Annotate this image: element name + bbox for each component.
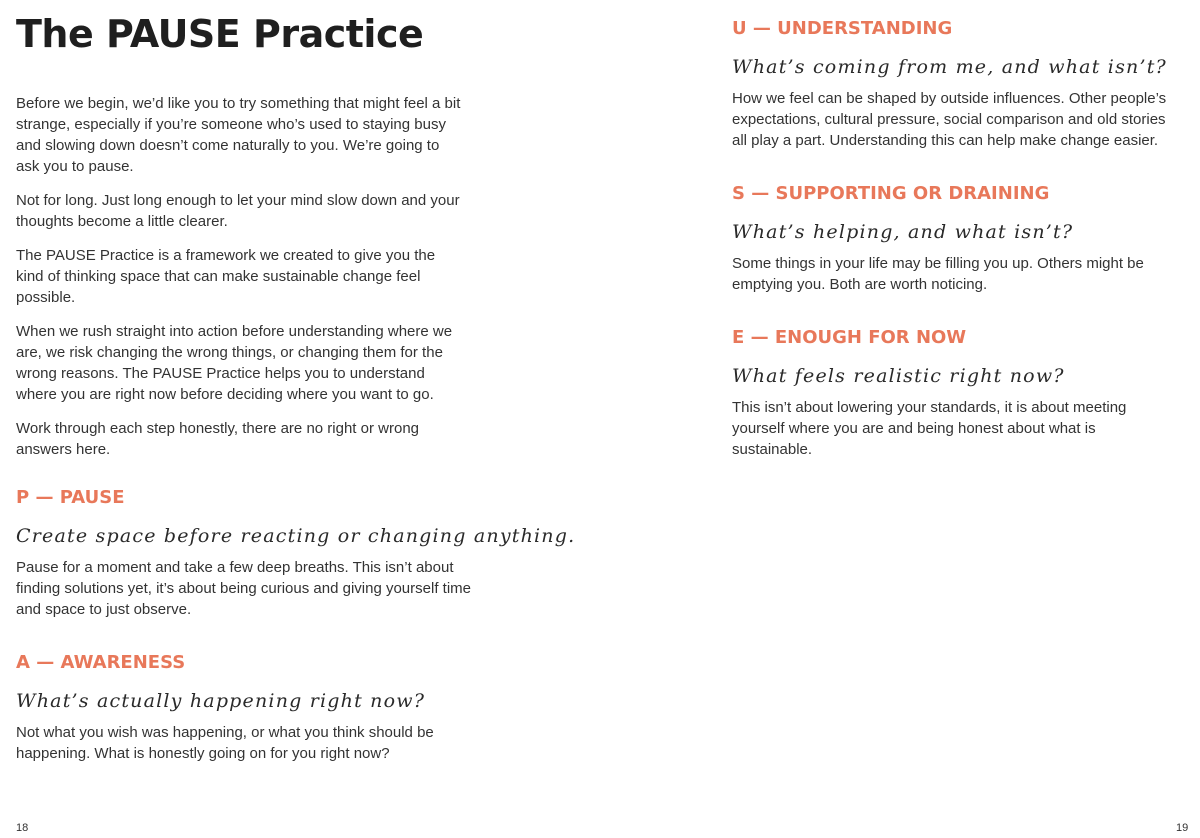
intro-paragraph-2: Not for long. Just long enough to let your mind slow down and your thoughts become a little clearer.	[16, 192, 460, 230]
intro-paragraph-3: The PAUSE Practice is a framework we created to give you the kind of thinking space that can make sustainable change feel possible.	[16, 247, 436, 306]
intro-paragraph-5: Work through each step honestly, there are no right or wrong answers here.	[16, 420, 420, 458]
section-prompt: What’s helping, and what isn’t?	[732, 221, 1074, 243]
section-heading: S — SUPPORTING OR DRAINING	[732, 183, 1050, 204]
section-prompt: What’s actually happening right now?	[16, 690, 426, 712]
section-prompt: What’s coming from me, and what isn’t?	[732, 56, 1167, 78]
section-heading: P — PAUSE	[16, 487, 125, 508]
section-pause	[16, 486, 576, 620]
section-body: Not what you wish was happening, or what you think should be happening. What is honestly going on for you right now?	[16, 724, 434, 762]
section-supporting-or-draining	[732, 182, 1172, 295]
page-number-left: 18	[16, 822, 29, 834]
page-number-right: 19	[1176, 822, 1189, 834]
section-body: Some things in your life may be filling you up. Others might be emptying you. Both are worth noticing.	[732, 255, 1144, 293]
section-body: Pause for a moment and take a few deep breaths. This isn’t about finding solutions yet, it’s about being curious and giving yourself time and space to just observe.	[16, 559, 471, 618]
section-body: How we feel can be shaped by outside influences. Other people’s expectations, cultural pressure, social comparison and old stories all play a part. Understanding this can help make change easier.	[732, 90, 1167, 149]
section-understanding	[732, 17, 1172, 151]
section-body: This isn’t about lowering your standards, it is about meeting yourself where you are and being honest about what is sustainable.	[732, 399, 1127, 458]
intro-text	[16, 93, 466, 473]
section-prompt: What feels realistic right now?	[732, 365, 1065, 387]
section-enough-for-now	[732, 326, 1172, 460]
section-awareness	[16, 651, 481, 764]
section-prompt: Create space before reacting or changing anything.	[16, 525, 576, 547]
intro-paragraph-1: Before we begin, we’d like you to try something that might feel a bit strange, especially if you’re someone who’s used to staying busy and slowing down doesn’t come naturally to you. We’re going to ask you to pause.	[16, 95, 461, 175]
right-page	[732, 0, 1182, 838]
section-heading: U — UNDERSTANDING	[732, 18, 953, 39]
section-heading: A — AWARENESS	[16, 652, 186, 673]
left-page	[16, 0, 576, 838]
section-heading: E — ENOUGH FOR NOW	[732, 327, 967, 348]
page-title: The PAUSE Practice	[16, 12, 424, 56]
intro-paragraph-4: When we rush straight into action before understanding where we are, we risk changing the wrong things, or changing them for the wrong reasons. The PAUSE Practice helps you to understand where you are right now before deciding where you want to go.	[16, 323, 453, 403]
